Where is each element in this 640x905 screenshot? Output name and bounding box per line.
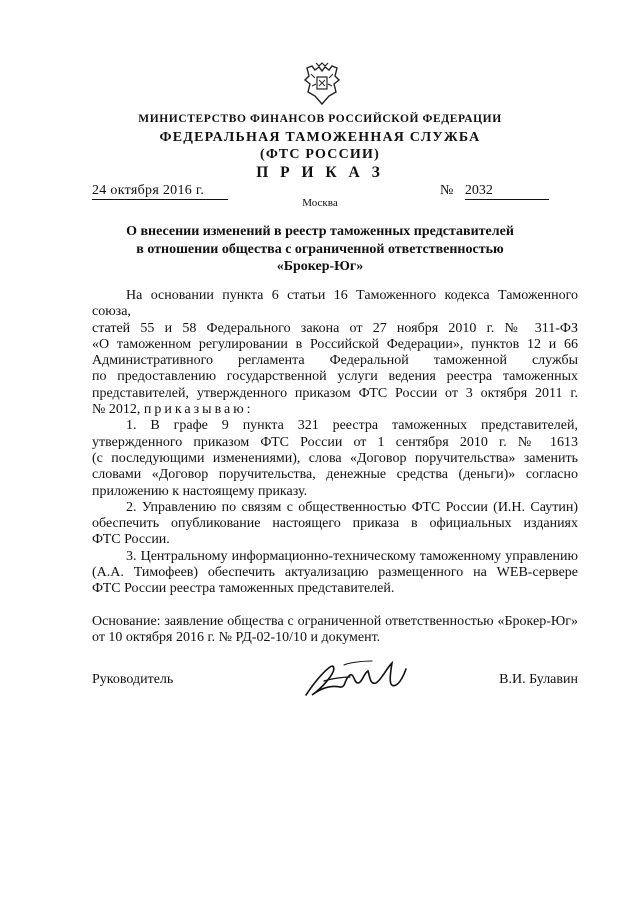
intro-line: статей 55 и 58 Федерального закона от 27 ноября 2010 г. № 311-ФЗ [92, 320, 578, 336]
number-sign: № [440, 183, 454, 198]
item1-line-last: приложению к настоящему приказу. [92, 483, 308, 499]
intro-line-last [92, 402, 578, 418]
document-number: 2032 [465, 182, 549, 200]
coat-of-arms-icon [303, 62, 341, 106]
intro-last-text: № 2012, [92, 402, 141, 418]
title-line: О внесении изменений в реестр таможенных представителей [126, 224, 514, 239]
service-abbreviation: (ФТС РОССИИ) [260, 147, 380, 162]
item2-line: 2. Управлению по связям с общественностью ФТС России (И.Н. Саутин) [126, 499, 578, 515]
signatory-title: Руководитель [92, 672, 174, 687]
intro-line: Административного регламента Федеральной таможенной службы [92, 353, 578, 369]
item1-line: словами «Договор поручительства, денежные средства (деньги)» согласно [92, 467, 578, 483]
basis-line: Основание: заявление общества с ограниченной ответственностью «Брокер-Юг» [92, 613, 578, 629]
intro-line: представителей, утвержденного приказом ФТС России от 3 октября 2011 г. [92, 385, 578, 401]
document-body [92, 288, 578, 646]
basis-line-last: от 10 октября 2016 г. № РД-02-10/10 и документ. [92, 629, 381, 645]
handwritten-signature [300, 655, 410, 703]
ministry-name: МИНИСТЕРСТВО ФИНАНСОВ РОССИЙСКОЙ ФЕДЕРАЦИИ [138, 113, 502, 125]
item2-line-last: ФТС России. [92, 532, 170, 548]
intro-line: по предоставлению государственной услуги ведения реестра таможенных [92, 369, 578, 385]
signatory-name: В.И. Булавин [499, 672, 578, 687]
title-line: «Брокер-Юг» [276, 259, 364, 274]
item1-line: (с последующими изменениями), слова «Договор поручительства» заменить [92, 450, 578, 466]
document-date: 24 октября 2016 г. [92, 182, 228, 200]
item1-line: 1. В графе 9 пункта 321 реестра таможенных представителей, [126, 418, 578, 434]
intro-line: «О таможенном регулировании в Российской Федерации», пунктов 12 и 66 [92, 336, 578, 352]
item3-line: 3. Центральному информационно-техническому таможенному управлению [126, 548, 578, 564]
document-title [90, 223, 550, 276]
intro-line: На основании пункта 6 статьи 16 Таможенного кодекса Таможенного союза, [92, 288, 578, 320]
item2-line: обеспечить опубликование настоящего приказа в официальных изданиях [92, 516, 578, 532]
title-line: в отношении общества с ограниченной ответственностью [136, 241, 504, 257]
document-type: П Р И К А З [256, 164, 384, 181]
document-city: Москва [302, 197, 338, 209]
service-name: ФЕДЕРАЛЬНАЯ ТАМОЖЕННАЯ СЛУЖБА [159, 130, 481, 145]
item1-line: утвержденного приказом ФТС России от 1 сентября 2010 г. № 1613 [92, 434, 578, 450]
order-word: приказываю: [143, 402, 254, 418]
item3-line-last: ФТС России реестра таможенных представителей. [92, 581, 395, 597]
item3-line: (А.А. Тимофеев) обеспечить актуализацию размещенного на WEB-сервере [92, 565, 578, 581]
spacer [92, 598, 578, 614]
